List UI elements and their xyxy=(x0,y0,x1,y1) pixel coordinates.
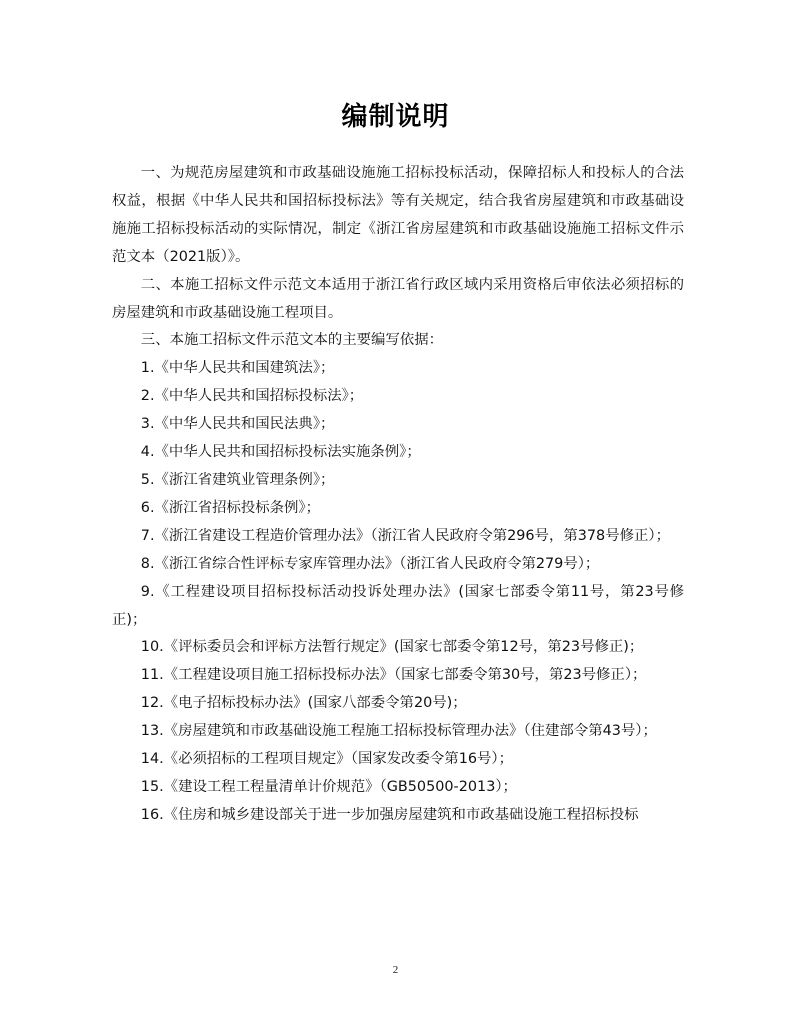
basis-item: 7.《浙江省建设工程造价管理办法》（浙江省人民政府令第296号，第378号修正）； xyxy=(140,527,670,544)
basis-item: 2.《中华人民共和国招标投标法》； xyxy=(140,388,364,405)
basis-item: 8.《浙江省综合性评标专家库管理办法》（浙江省人民政府令第279号）； xyxy=(140,555,600,572)
basis-item: 5.《浙江省建筑业管理条例》； xyxy=(140,471,335,488)
paragraph-scope: 二、本施工招标文件示范文本适用于浙江省行政区域内采用资格后审依法必须招标的房屋建筑和市政基础设施工程项目。 xyxy=(112,276,684,321)
basis-item: 15.《建设工程工程量清单计价规范》（GB50500-2013）； xyxy=(140,778,517,795)
basis-item: 13.《房屋建筑和市政基础设施工程施工招标投标管理办法》（住建部令第43号）； xyxy=(140,723,657,740)
basis-item: 11.《工程建设项目施工招标投标办法》（国家七部委令第30号，第23号修正）； xyxy=(140,667,647,684)
basis-item: 10.《评标委员会和评标方法暂行规定》(国家七部委令第12号，第23号修正)； xyxy=(140,639,644,656)
basis-item: 6.《浙江省招标投标条例》； xyxy=(140,499,321,516)
paragraph-purpose: 一、为规范房屋建筑和市政基础设施施工招标投标活动，保障招标人和投标人的合法权益，根据《中华人民共和国招标投标法》等有关规定，结合我省房屋建筑和市政基础设施施工招标投标活动的实际情况，制定《浙江省房屋建筑和市政基础设施施工招标文件示范文本（2021版）》。 xyxy=(112,165,684,265)
basis-item: 14.《必须招标的工程项目规定》（国家发改委令第16号）； xyxy=(140,751,513,768)
page-number: 2 xyxy=(392,964,399,976)
basis-item: 12.《电子招标投标办法》(国家八部委令第20号)； xyxy=(140,695,467,712)
basis-item: 4.《中华人民共和国招标投标法实施条例》； xyxy=(140,444,421,461)
basis-item: 1.《中华人民共和国建筑法》； xyxy=(140,360,335,377)
basis-item: 9.《工程建设项目招标投标活动投诉处理办法》(国家七部委令第11号，第23号修正)； xyxy=(112,583,684,628)
document-body xyxy=(112,160,684,830)
paragraph-basis-heading: 三、本施工招标文件示范文本的主要编写依据： xyxy=(140,332,444,349)
page-title: 编制说明 xyxy=(341,102,450,132)
basis-item: 16.《住房和城乡建设部关于进一步加强房屋建筑和市政基础设施工程招标投标 xyxy=(140,806,639,823)
basis-item: 3.《中华人民共和国民法典》； xyxy=(140,416,335,433)
